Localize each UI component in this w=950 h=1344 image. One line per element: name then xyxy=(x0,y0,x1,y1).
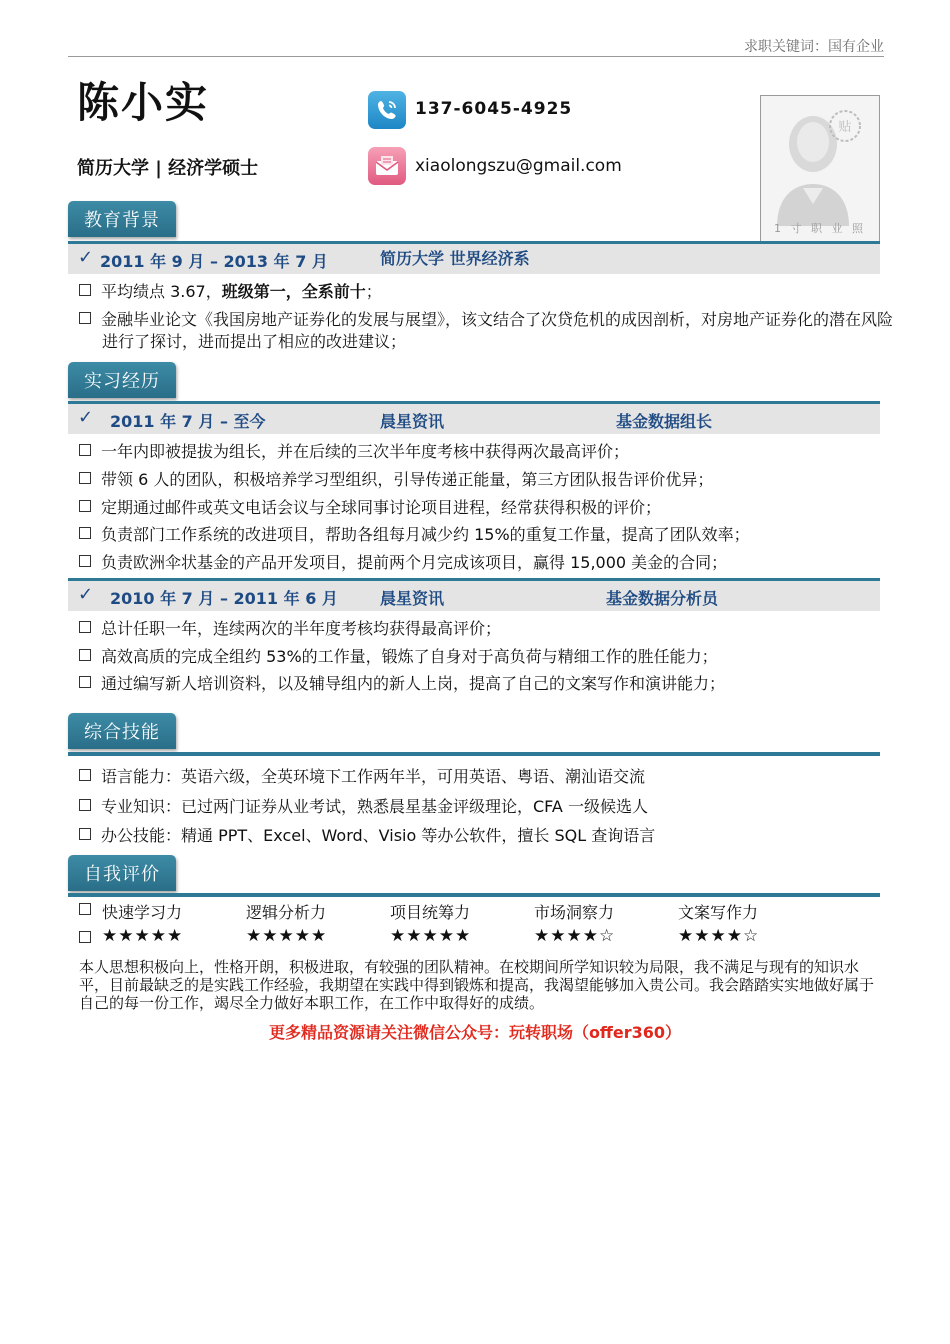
check-icon: ✓ xyxy=(78,407,94,428)
education-item-gpa: 平均绩点 3.67，班级第一，全系前十； xyxy=(79,281,879,303)
checkbox-icon xyxy=(79,828,91,840)
svg-text:贴: 贴 xyxy=(838,120,852,135)
ability-label: 文案写作力 xyxy=(678,903,759,922)
job1-date: 2011 年 7 月 – 至今 xyxy=(110,412,266,431)
skill-item: 语言能力：英语六级，全英环境下工作两年半，可用英语、粤语、潮汕语交流 xyxy=(79,766,879,788)
job2-date: 2010 年 7 月 – 2011 年 6 月 xyxy=(110,589,338,608)
check-icon: ✓ xyxy=(78,247,94,268)
skills-divider xyxy=(68,752,880,756)
checkbox-icon xyxy=(79,555,91,567)
job2-item: 高效高质的完成全组约 53%的工作量，锻炼了自身对于高负荷与精细工作的胜任能力； xyxy=(79,646,879,668)
job-keyword: 求职关键词：国有企业 xyxy=(744,39,884,55)
job2-item: 通过编写新人培训资料，以及辅导组内的新人上岗，提高了自己的文案写作和演讲能力； xyxy=(79,673,879,695)
ability-label: 逻辑分析力 xyxy=(246,903,327,922)
top-divider xyxy=(68,56,884,57)
mail-icon xyxy=(368,147,406,185)
photo-placeholder xyxy=(760,95,880,243)
rating-stars: ★★★★☆ xyxy=(678,926,760,946)
rating-stars: ★★★★☆ xyxy=(534,926,616,946)
rating-stars: ★★★★★ xyxy=(102,926,184,946)
section-title-skills: 综合技能 xyxy=(68,713,176,749)
phone-number: 137-6045-4925 xyxy=(415,99,573,119)
job2-role: 基金数据分析员 xyxy=(606,589,719,608)
candidate-name: 陈小实 xyxy=(77,78,210,127)
checkbox-icon xyxy=(79,649,91,661)
checkbox-icon xyxy=(79,799,91,811)
checkbox-icon xyxy=(79,769,91,781)
school-degree: 简历大学 | 经济学硕士 xyxy=(77,158,259,179)
job1-band xyxy=(68,401,880,434)
job1-item: 带领 6 人的团队，积极培养学习型组织，引导传递正能量，第三方团队报告评价优异； xyxy=(79,469,879,491)
skill-item: 办公技能：精通 PPT、Excel、Word、Visio 等办公软件，擅长 SQL 查询语言 xyxy=(79,825,879,847)
checkbox-icon xyxy=(79,676,91,688)
checkbox-icon xyxy=(79,527,91,539)
job1-item: 定期通过邮件或英文电话会议与全球同事讨论项目进程，经常获得积极的评价； xyxy=(79,497,879,519)
self-eval-paragraph: 本人思想积极向上，性格开朗，积极进取，有较强的团队精神。在校期间所学知识较为局限，我不满足与现有的知识水平，目前最缺乏的是实践工作经验，我期望在实践中得到锻炼和提高，我渴望能够加入贵公司。我会踏踏实实地做好属于自己的每一份工作，竭尽全力做好本职工作，在工作中取得好的成绩。 xyxy=(79,958,875,1012)
self-eval-divider xyxy=(68,893,880,897)
ability-label: 快速学习力 xyxy=(102,903,183,922)
checkbox-icon xyxy=(79,931,91,943)
checkbox-icon xyxy=(79,500,91,512)
section-title-internship: 实习经历 xyxy=(68,362,176,398)
job2-band xyxy=(68,578,880,611)
ability-row xyxy=(79,901,101,920)
email-address: xiaolongszu@gmail.com xyxy=(415,156,622,176)
phone-icon xyxy=(368,91,406,129)
rating-row xyxy=(79,929,101,948)
job2-item: 总计任职一年，连续两次的半年度考核均获得最高评价； xyxy=(79,618,879,640)
job1-role: 基金数据组长 xyxy=(616,412,713,431)
education-item-thesis: 金融毕业论文《我国房地产证券化的发展与展望》，该文结合了次贷危机的成因剖析，对房地产证券化的潜在风险进行了探讨，进而提出了相应的改进建议； xyxy=(79,309,902,353)
job1-item: 负责欧洲伞状基金的产品开发项目，提前两个月完成该项目，赢得 15,000 美金的合同； xyxy=(79,552,879,574)
education-org: 简历大学 世界经济系 xyxy=(380,249,530,268)
rating-stars: ★★★★★ xyxy=(246,926,328,946)
checkbox-icon xyxy=(79,472,91,484)
rating-stars: ★★★★★ xyxy=(390,926,472,946)
checkbox-icon xyxy=(79,312,91,324)
education-band xyxy=(68,241,880,274)
footer-promo: 更多精品资源请关注微信公众号：玩转职场（offer360） xyxy=(268,1023,682,1042)
ability-label: 项目统筹力 xyxy=(390,903,471,922)
checkbox-icon xyxy=(79,621,91,633)
ability-label: 市场洞察力 xyxy=(534,903,615,922)
job1-item: 一年内即被提拔为组长，并在后续的三次半年度考核中获得两次最高评价； xyxy=(79,441,879,463)
photo-label: 1 寸 职 业 照 xyxy=(774,222,866,235)
section-title-education: 教育背景 xyxy=(68,201,176,237)
skill-item: 专业知识：已过两门证券从业考试，熟悉晨星基金评级理论，CFA 一级候选人 xyxy=(79,796,879,818)
education-date: 2011 年 9 月 – 2013 年 7 月 xyxy=(100,252,328,271)
check-icon: ✓ xyxy=(78,584,94,605)
job1-company: 晨星资讯 xyxy=(380,412,445,431)
checkbox-icon xyxy=(79,444,91,456)
checkbox-icon xyxy=(79,284,91,296)
checkbox-icon xyxy=(79,903,91,915)
job1-item: 负责部门工作系统的改进项目，帮助各组每月减少约 15%的重复工作量，提高了团队效率； xyxy=(79,524,879,546)
section-title-self-eval: 自我评价 xyxy=(68,855,176,891)
job2-company: 晨星资讯 xyxy=(380,589,445,608)
